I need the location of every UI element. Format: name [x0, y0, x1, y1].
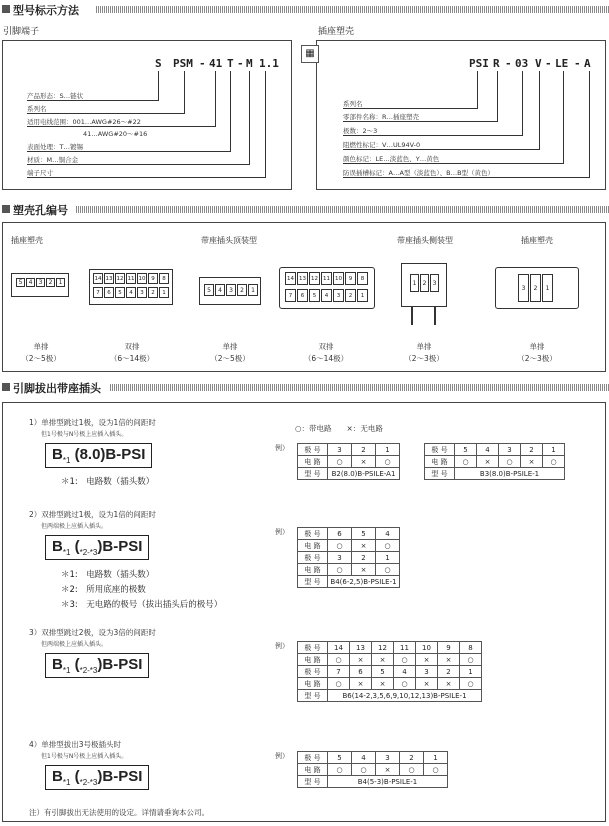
- example-label: 例）: [275, 444, 289, 452]
- part-caption: （2～5极）: [210, 354, 250, 363]
- footnote: 注）有引脚拔出无法使用的设定。详情请垂询本公司。: [29, 808, 209, 817]
- part-header-top-double: 14 13 12 11 10 9 8 7 6 5 4 3 2 1: [279, 267, 375, 309]
- case-sub: 但1号极与N号极上应插入插头。: [41, 431, 128, 438]
- case-note: ＊3: 无电路的极号（拔出插头后的极号）: [61, 600, 223, 610]
- group-label: 带座插头顶装型: [201, 236, 257, 245]
- pin-table-1b: 极 号 5 4 3 2 1 电 路 ○ × ○ × ○ 型 号 B3(8.0)B-PSILE-1: [424, 443, 565, 480]
- terminal-box: [2, 40, 292, 190]
- part-receptacle-double: 14 13 12 11 10 9 8 7 6 5 4 3 2 1: [89, 269, 173, 305]
- part-caption: （6～14极）: [303, 354, 349, 363]
- legend-item: 表面处理：T…镀锡: [27, 143, 83, 151]
- case-note: ＊2: 所用底座的极数: [61, 585, 146, 595]
- pin-table-2: 极 号 6 5 4 电 路 ○ × ○ 极 号 3 2 1 电 路 ○ × ○ 型 号 B4(6-2,5)B-PSILE-1: [297, 527, 400, 588]
- formula-box: $B_{*1}$ $(_{*2-*3})B$-PSI: [45, 653, 149, 678]
- example-label: 例）: [275, 528, 289, 536]
- holes-box: [2, 222, 606, 372]
- code-part: A: [584, 57, 591, 70]
- part-caption: 单排: [33, 342, 49, 351]
- pin-table-3: 极 号 14 13 12 11 10 9 8 电 路 ○ × × ○ × × ○ 极 号 7 6 5 4 3 2 1 电 路 ○ × × ○ × × ○ 型 号 B6(14-2,3,5,6,9,10,12,13)B-PSILE-1: [297, 641, 482, 702]
- case-sub: 但两端极上应插入插头。: [41, 523, 108, 530]
- code-part: R: [493, 57, 500, 70]
- section-header-model: [0, 3, 609, 16]
- code-part: PSM: [173, 57, 193, 70]
- terminal-title: 引脚端子: [3, 27, 40, 37]
- formula-box: $B_{*1}$ $(_{*2-*3})B$-PSI: [45, 765, 149, 790]
- part-caption: 双排: [124, 342, 140, 351]
- part-header-top-single: 5 4 3 2 1: [199, 277, 261, 305]
- code-part: V: [535, 57, 542, 70]
- part-receptacle-single: 5 4 3 2 1: [11, 273, 69, 297]
- case-note: ＊1: 电路数（插头数）: [61, 477, 155, 487]
- pullout-box: [2, 402, 606, 822]
- section-title: 引脚拔出带座插头: [13, 380, 104, 396]
- code-part: -: [237, 57, 244, 70]
- housing-box: [316, 40, 606, 190]
- housing-title: 插座塑壳: [318, 27, 355, 37]
- formula-box: $B_{*1}$ (8.0)B-PSI: [45, 443, 152, 468]
- group-label: 带座插头侧装型: [397, 236, 453, 245]
- part-caption: （2～5极）: [21, 354, 61, 363]
- code-part: M: [246, 57, 253, 70]
- group-label: 插座塑壳: [521, 236, 553, 245]
- legend-item: 产品形态：S…链状: [27, 92, 84, 100]
- pin-table-4: 极 号 5 4 3 2 1 电 路 ○ ○ × ○ ○ 型 号 B4(5-3)B-PSILE-1: [297, 751, 448, 788]
- legend-item: 系列名: [343, 100, 363, 108]
- legend-item: 阻燃性标记：V…UL94V-0: [343, 141, 421, 149]
- section-header-pullout: [0, 381, 609, 394]
- legend-item: 41…AWG#20～#16: [83, 130, 148, 138]
- example-label: 例）: [275, 642, 289, 650]
- example-label: 例）: [275, 752, 289, 760]
- part-caption: 单排: [222, 342, 238, 351]
- section-header-holes: [0, 203, 609, 216]
- case-heading: 2）双排型跳过1极，设为1倍的间距时: [29, 510, 156, 519]
- group-label: 插座塑壳: [11, 236, 43, 245]
- legend-item: 零部件名称：R…插座塑壳: [343, 113, 420, 121]
- grid-icon: ▦: [301, 45, 319, 63]
- code-part: PSI: [469, 57, 489, 70]
- code-part: -: [505, 57, 512, 70]
- code-part: 03: [515, 57, 529, 70]
- part-caption: 单排: [529, 342, 545, 351]
- code-part: 1.1: [259, 57, 279, 70]
- part-header-side: 1 2 3: [401, 263, 447, 307]
- part-caption: 单排: [416, 342, 432, 351]
- case-heading: 1）单排型跳过1极，设为1倍的间距时: [29, 418, 156, 427]
- case-sub: 但两端极上应插入插头。: [41, 641, 108, 648]
- code-part: T: [227, 57, 234, 70]
- code-part: LE: [555, 57, 569, 70]
- code-part: S: [155, 57, 162, 70]
- case-heading: 4）单排型拔出3号极插头时: [29, 740, 122, 749]
- part-caption: （2～3极）: [517, 354, 557, 363]
- case-heading: 3）双排型跳过2极，设为3倍的间距时: [29, 628, 156, 637]
- legend-item: 极数：2～3: [343, 127, 378, 135]
- part-caption: （6～14极）: [109, 354, 155, 363]
- legend-item: 颜色标记：LE…淡蓝色、Y…黄色: [343, 155, 440, 163]
- code-part: -: [545, 57, 552, 70]
- section-title: 型号标示方法: [13, 2, 82, 18]
- code-part: 41: [209, 57, 223, 70]
- formula-box: $B_{*1}$ $(_{*2-*3})B$-PSI: [45, 535, 149, 560]
- code-part: -: [574, 57, 581, 70]
- code-part: -: [199, 57, 206, 70]
- legend-item: 材质：M…铜合金: [27, 156, 79, 164]
- legend-item: 适用电线范围：001…AWG#26～#22: [27, 118, 141, 126]
- legend-circuit: ○：带电路 ×：无电路: [295, 424, 383, 433]
- part-receptacle-side: 3 2 1: [495, 267, 579, 309]
- legend-item: 端子尺寸: [27, 169, 53, 177]
- part-caption: （2～3极）: [404, 354, 444, 363]
- legend-item: 系列名: [27, 105, 47, 113]
- case-note: ＊1: 电路数（插头数）: [61, 570, 155, 580]
- pin-table-1a: 极 号 3 2 1 电 路 ○ × ○ 型 号 B2(8.0)B-PSILE-A1: [297, 443, 400, 480]
- case-sub: 但1号极与N号极上应插入插头。: [41, 753, 128, 760]
- part-caption: 双排: [318, 342, 334, 351]
- section-title: 塑壳孔编号: [13, 202, 71, 218]
- legend-item: 防误插槽标记：A…A型（淡蓝色）、B…B型（黄色）: [343, 169, 495, 177]
